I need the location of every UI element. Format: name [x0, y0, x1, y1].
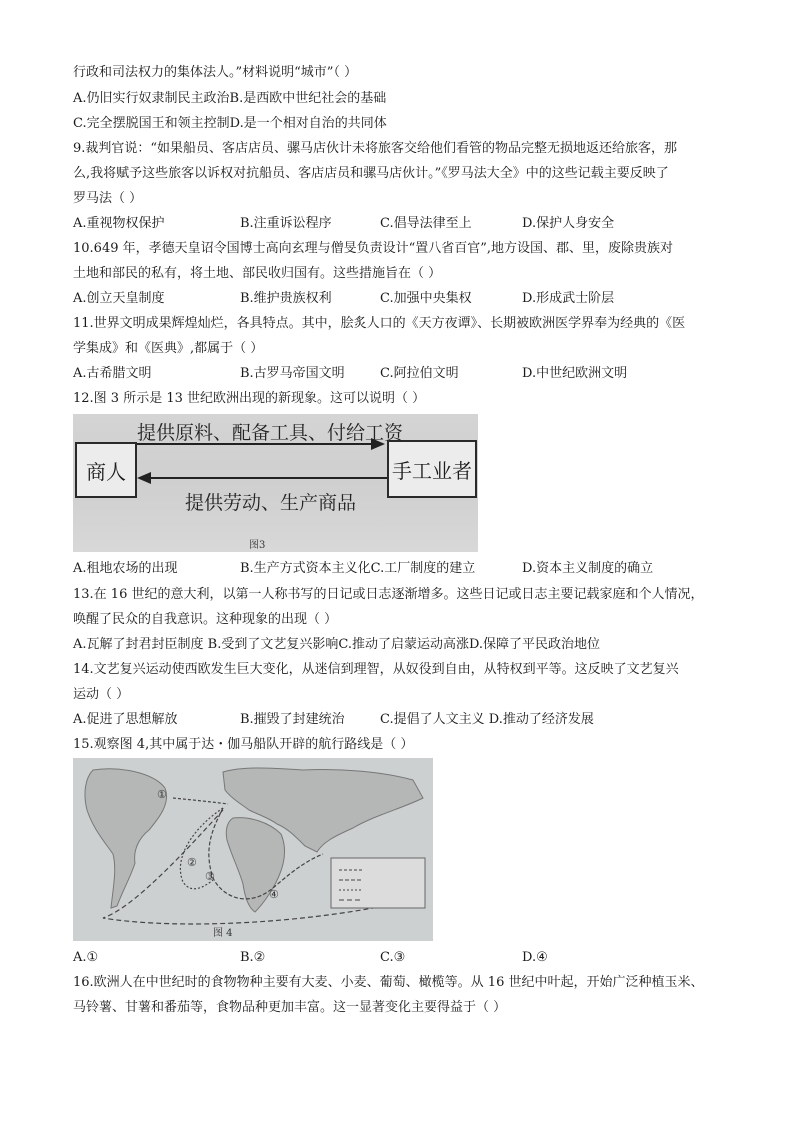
merchant-box: 商人 [75, 442, 137, 498]
bottom-arrow-text: 提供劳动、生产商品 [185, 492, 357, 514]
q16-stem-line: 马铃薯、甘薯和番茄等，食物品种更加丰富。这一显著变化主要得益于（ ） [73, 1000, 507, 1015]
q13-stem-line: 13.在 16 世纪的意大利，以第一人称书写的日记或日志逐渐增多。这些日记或日志主要记载家庭和个人情况， [73, 587, 704, 602]
q14-stem-line: 运动（ ） [73, 687, 130, 702]
figure-3 [73, 414, 478, 552]
q9-stem-line: 么,我将赋予这些旅客以诉权对抗船员、客店店员和骡马店伙计。”《罗马法大全》中的这些记载主要反映了 [73, 166, 669, 181]
q11-option-c: C.阿拉伯文明 [380, 366, 459, 381]
q10-stem-line: 土地和部民的私有，将土地、部民收归国有。这些措施旨在（ ） [73, 266, 442, 281]
q9-stem-line: 9.裁判官说：“如果船员、客店店员、骡马店伙计未将旅客交给他们看管的物品完整无损地返还给旅客，那 [73, 141, 678, 156]
q8-option-cd: C.完全摆脱国王和领主控制D.是一个相对自治的共同体 [73, 116, 387, 131]
q9-option-d: D.保护人身安全 [522, 216, 615, 231]
q11-option-b: B.古罗马帝国文明 [240, 366, 345, 381]
q9-option-c: C.倡导法律至上 [380, 216, 472, 231]
q12-option-a: A.租地农场的出现 [73, 561, 178, 576]
q11-option-a: A.古希腊文明 [73, 366, 152, 381]
q9-option-b: B.注重诉讼程序 [240, 216, 332, 231]
top-arrow-text: 提供原料、配备工具、付给工资 [137, 422, 404, 444]
figure-4-map [73, 758, 433, 941]
figure-4-caption: 图 4 [213, 928, 233, 939]
q15-option-b: B.② [240, 950, 266, 965]
q11-stem-line: 学集成》和《医典》,都属于（ ） [73, 341, 264, 356]
q16-stem-line: 16.欧洲人在中世纪时的食物物种主要有大麦、小麦、葡萄、橄榄等。从 16 世纪中叶起，开始广泛种植玉米、 [73, 975, 704, 990]
route-label-4: ④ [269, 888, 279, 901]
map-graphic [73, 758, 433, 941]
q13-options: A.瓦解了封君封臣制度 B.受到了文艺复兴影响C.推动了启蒙运动高涨D.保障了平民政治地位 [73, 637, 601, 652]
q10-option-b: B.维护贵族权利 [240, 291, 332, 306]
q12-option-bc: B.生产方式资本主义化C.工厂制度的建立 [240, 561, 476, 576]
q14-stem-line: 14.文艺复兴运动使西欧发生巨大变化，从迷信到理智，从奴役到自由，从特权到平等。这反映了文艺复兴 [73, 662, 679, 677]
q15-option-a: A.① [73, 950, 99, 965]
q12-stem-line: 12.图 3 所示是 13 世纪欧洲出现的新现象。这可以说明（ ） [73, 391, 426, 406]
route-label-2: ② [187, 856, 197, 869]
text-line: 行政和司法权力的集体法人。”材料说明“城市”（ ） [73, 65, 358, 80]
q9-option-a: A.重视物权保护 [73, 216, 165, 231]
arrow-head-left [137, 472, 151, 484]
route-label-3: ③ [205, 870, 215, 883]
q10-option-d: D.形成武士阶层 [522, 291, 615, 306]
q12-option-d: D.资本主义制度的确立 [522, 561, 654, 576]
q8-option-ab: A.仍旧实行奴隶制民主政治B.是西欧中世纪社会的基础 [73, 91, 387, 106]
q14-option-a: A.促进了思想解放 [73, 712, 178, 727]
q9-stem-line: 罗马法（ ） [73, 191, 143, 206]
q10-stem-line: 10.649 年，孝德天皇诏令国博士高向玄理与僧旻负责设计“置八省百官”,地方设国、郡、里，废除贵族对 [73, 241, 674, 256]
q10-option-a: A.创立天皇制度 [73, 291, 165, 306]
q14-option-cd: C.提倡了人文主义 D.推动了经济发展 [380, 712, 594, 727]
route-label-1: ① [157, 788, 167, 801]
q15-stem-line: 15.观察图 4,其中属于达・伽马船队开辟的航行路线是（ ） [73, 737, 414, 752]
q13-stem-line: 唤醒了民众的自我意识。这种现象的出现（ ） [73, 612, 338, 627]
q11-option-d: D.中世纪欧洲文明 [522, 366, 628, 381]
map-legend [331, 858, 425, 908]
q15-option-c: C.③ [380, 950, 406, 965]
q11-stem-line: 11.世界文明成果辉煌灿烂，各具特点。其中，脍炙人口的《天方夜谭》、长期被欧洲医学界奉为经典的《医 [73, 316, 686, 331]
artisan-box: 手工业者 [387, 440, 477, 498]
q15-option-d: D.④ [522, 950, 548, 965]
figure-3-caption: 图3 [249, 540, 266, 551]
q14-option-b: B.摧毁了封建统治 [240, 712, 345, 727]
q10-option-c: C.加强中央集权 [380, 291, 472, 306]
